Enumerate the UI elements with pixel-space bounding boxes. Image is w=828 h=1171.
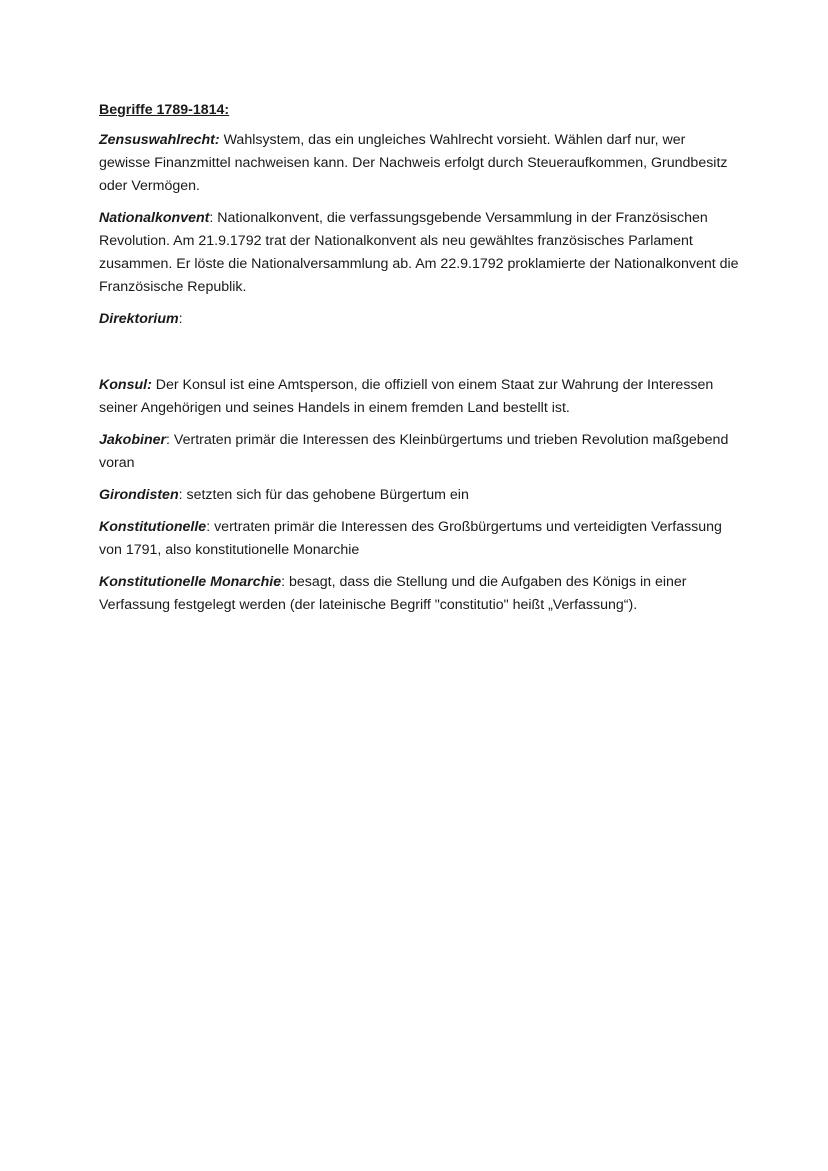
entry-konsul (99, 374, 739, 420)
entry-term: Jakobiner (99, 432, 167, 448)
entry-direktorium (99, 308, 739, 331)
entry-term: Girondisten (99, 487, 179, 503)
entry-text: Der Konsul ist eine Amtsperson, die offiziell von einem Staat zur Wahrung der Interessen seiner Angehörigen und seines Handels in einem fremden Land bestellt ist. (99, 377, 714, 416)
entry-konstitutionelle-monarchie (99, 571, 739, 617)
entry-jakobiner (99, 429, 739, 475)
entry-konstitutionelle (99, 516, 739, 562)
entry-text: Wahlsystem, das ein ungleiches Wahlrecht vorsieht. Wählen darf nur, wer gewisse Finanzmittel nachweisen kann. Der Nachweis erfolgt durch Steueraufkommen, Grundbesitz oder Vermögen. (99, 132, 728, 194)
document-page (99, 99, 739, 626)
document-heading: Begriffe 1789-1814: (99, 102, 230, 118)
entry-nationalkonvent (99, 207, 739, 299)
entry-text: : Vertraten primär die Interessen des Kleinbürgertums und trieben Revolution maßgebend voran (99, 432, 729, 471)
entry-text: : besagt, dass die Stellung und die Aufgaben des Königs in einer Verfassung festgelegt werden (der lateinische Begriff "constitutio" heißt „Verfassung“). (99, 574, 687, 613)
entry-text: : (178, 311, 183, 327)
entry-zensuswahlrecht (99, 129, 739, 198)
entry-term: Konstitutionelle (99, 519, 207, 535)
entry-text: : setzten sich für das gehobene Bürgertum ein (178, 487, 469, 503)
entry-girondisten (99, 484, 739, 507)
entry-term: Direktorium (99, 311, 179, 327)
entry-text: : Nationalkonvent, die verfassungsgebende Versammlung in der Französischen Revolution. Am 21.9.1792 trat der Nationalkonvent als neu gewähltes französisches Parlament zusammen. Er löste die Nationalversammlung ab. Am 22.9.1792 proklamierte der Nationalkonvent die Französische Republik. (99, 210, 739, 295)
entry-term: Zensuswahlrecht: (99, 132, 220, 148)
entry-term: Nationalkonvent (99, 210, 210, 226)
entry-text: : vertraten primär die Interessen des Großbürgertums und verteidigten Verfassung von 1791, also konstitutionelle Monarchie (99, 519, 722, 558)
entry-term: Konstitutionelle Monarchie (99, 574, 282, 590)
entry-term: Konsul: (99, 377, 152, 393)
